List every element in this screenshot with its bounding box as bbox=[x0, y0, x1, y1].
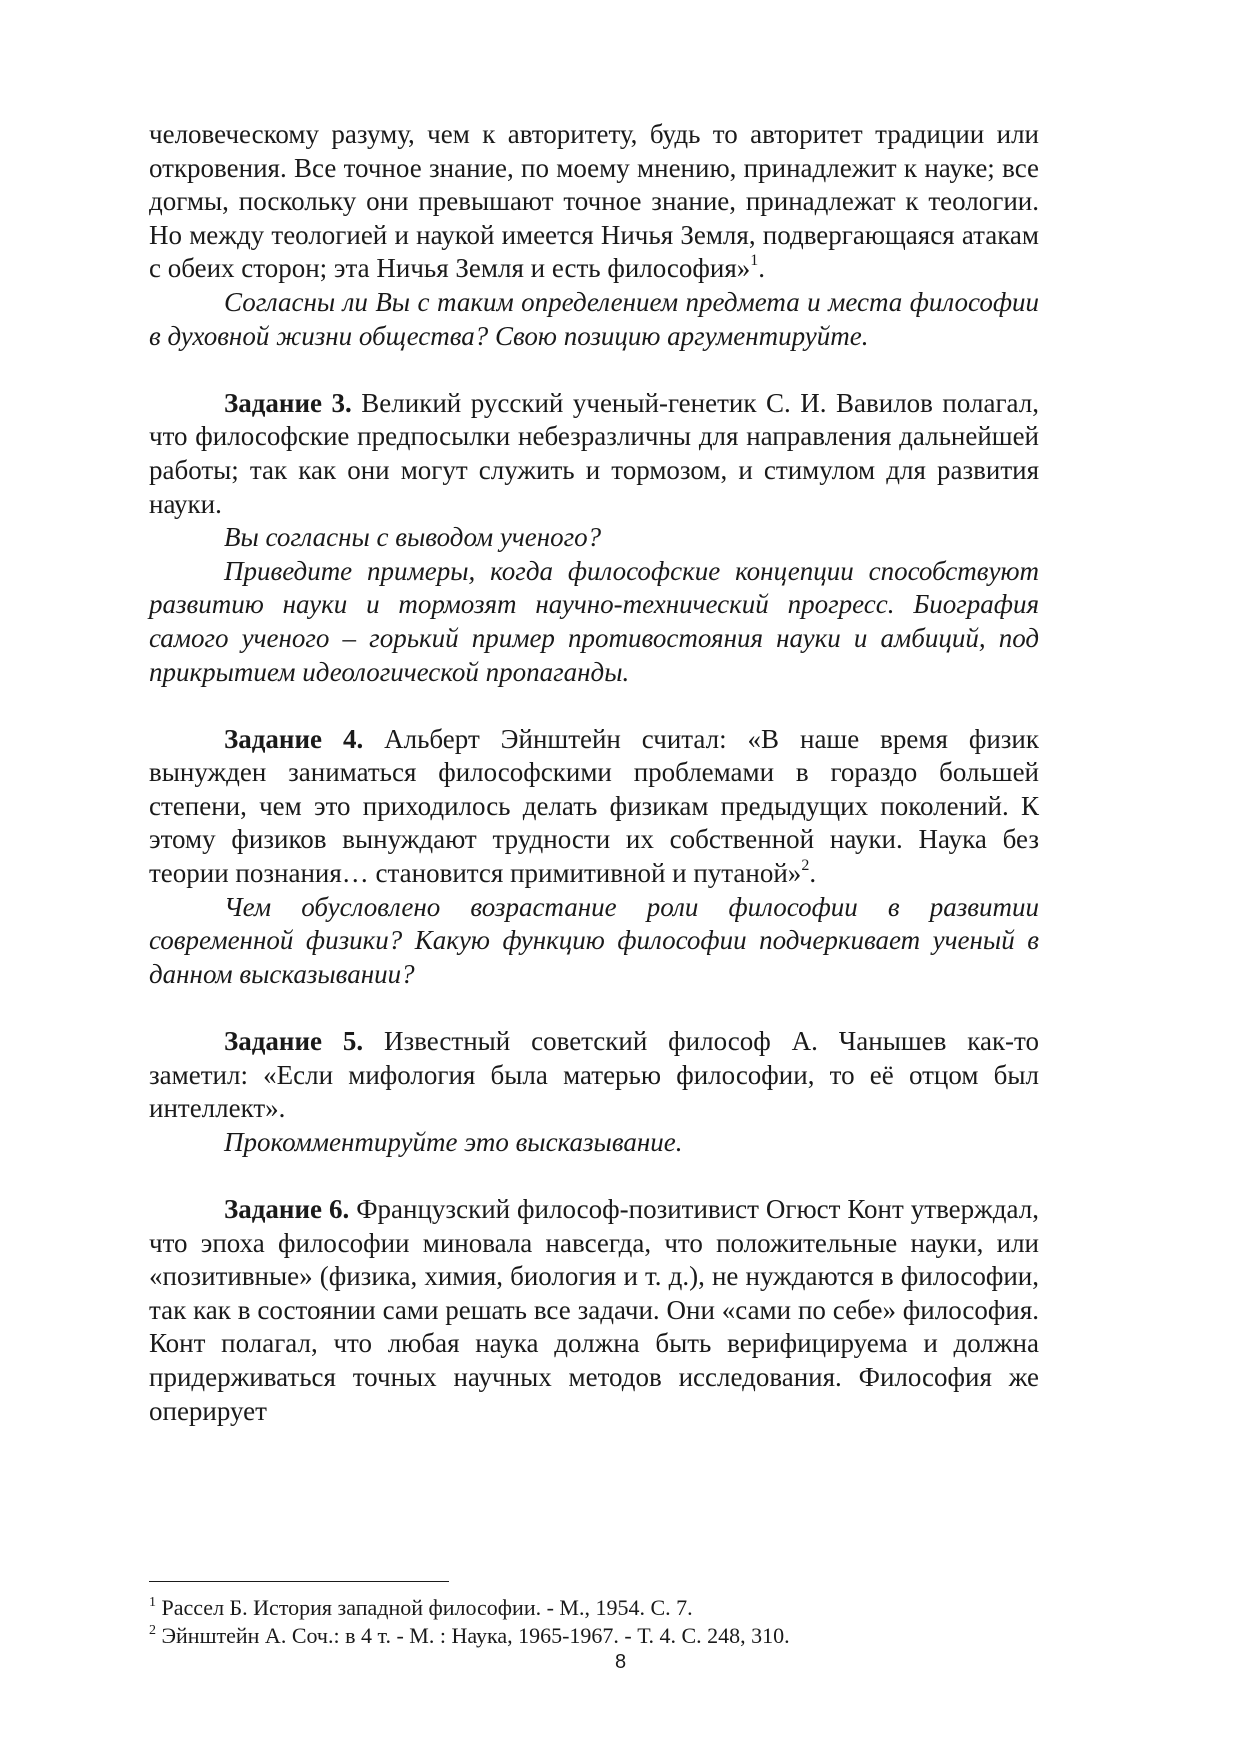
footnote-1-text: Рассел Б. История западной философии. - М., 1954. С. 7. bbox=[156, 1595, 693, 1620]
task5-text: Известный советский философ А. Чанышев как-то заметил: «Если мифология была матерью философии, то её отцом был интеллект». bbox=[149, 1026, 1039, 1124]
task6-paragraph bbox=[149, 1193, 1039, 1428]
intro-end-punct: . bbox=[758, 253, 766, 284]
task5-title: Задание 5. bbox=[224, 1026, 364, 1057]
task5-question: Прокомментируйте это высказывание. bbox=[224, 1126, 683, 1157]
footnote-2 bbox=[149, 1622, 1039, 1650]
footnote-2-ref: 2 bbox=[149, 1623, 156, 1638]
task4-text: Альберт Эйнштейн считал: «В наше время физик вынужден заниматься философскими проблемами в гораздо большей степени, чем это приходилось делать физикам предыдущих поколений. К этому физиков вынуждают трудности их собственной науки. Наука без теории познания… становится примитивной и путаной» bbox=[149, 723, 1039, 889]
intro-question: Согласны ли Вы с таким определением предмета и места философии в духовной жизни общества? Свою позицию аргументируйте. bbox=[149, 286, 1039, 351]
footnote-1-ref: 1 bbox=[149, 1595, 156, 1610]
footnote-separator bbox=[149, 1581, 449, 1582]
task3-paragraph bbox=[149, 387, 1039, 521]
spacer bbox=[149, 353, 1039, 387]
task3-question-2: Приведите примеры, когда философские концепции способствуют развитию науки и тормозят научно-технический прогресс. Биография самого ученого – горький пример противостояния науки и амбиций, под прикрытием идеологической пропаганды. bbox=[149, 555, 1039, 687]
footnote-ref-2[interactable]: 2 bbox=[801, 857, 810, 875]
footnote-2-text: Эйнштейн А. Соч.: в 4 т. - М. : Наука, 1965-1967. - Т. 4. С. 248, 310. bbox=[156, 1623, 790, 1648]
spacer bbox=[149, 689, 1039, 723]
task4-question: Чем обусловлено возрастание роли философии в развитии современной физики? Какую функцию философии подчеркивает ученый в данном высказывании? bbox=[149, 891, 1039, 989]
intro-quote-text: человеческому разуму, чем к авторитету, будь то авторитет традиции или откровения. Все точное знание, по моему мнению, принадлежит к науке; все догмы, поскольку они превышают точное знание, принадлежат к теологии. Но между теологией и наукой имеется Ничья Земля, подвергающаяся атакам с обеих сторон; эта Ничья Земля и есть философия» bbox=[149, 119, 1039, 284]
task6-text: Французский философ-позитивист Огюст Конт утверждал, что эпоха философии миновала навсегда, что положительные науки, или «позитивные» (физика, химия, биология и т. д.), не нуждаются в философии, так как в состоянии сами решать все задачи. Они «сами по себе» философия. Конт полагал, что любая наука должна быть верифицируема и должна придерживаться точных научных методов исследования. Философия же оперирует bbox=[149, 1194, 1039, 1426]
spacer bbox=[149, 991, 1039, 1025]
footnotes bbox=[149, 1594, 1039, 1650]
task3-text: Великий русский ученый-генетик С. И. Вавилов полагал, что философские предпосылки небезразличны для направления дальнейшей работы; так как они могут служить и тормозом, и стимулом для развития науки. bbox=[149, 387, 1039, 519]
task4-paragraph bbox=[149, 723, 1039, 891]
page-number: 8 bbox=[614, 1651, 627, 1673]
page-body bbox=[149, 118, 1039, 1428]
task4-end-punct: . bbox=[809, 858, 817, 889]
task4-title: Задание 4. bbox=[224, 723, 364, 754]
footnote-1 bbox=[149, 1594, 1039, 1622]
task5-paragraph bbox=[149, 1025, 1039, 1126]
intro-paragraph bbox=[149, 118, 1039, 286]
task3-title: Задание 3. bbox=[224, 387, 352, 418]
task6-title: Задание 6. bbox=[224, 1194, 350, 1224]
task3-question-1: Вы согласны с выводом ученого? bbox=[224, 522, 602, 553]
footnote-ref-1[interactable]: 1 bbox=[750, 252, 759, 270]
spacer bbox=[149, 1159, 1039, 1193]
